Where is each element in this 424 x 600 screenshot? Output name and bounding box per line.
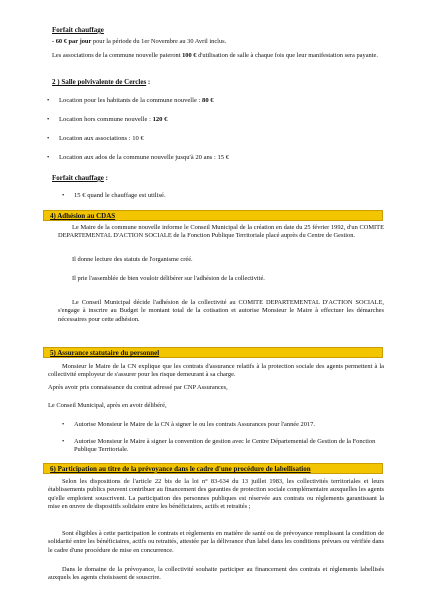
assurance-paragraph-2: Après avoir pris connaissance du contrat adressé par CNP Assurances, <box>48 384 228 391</box>
list-item <box>62 421 382 429</box>
forfait-chauffage-heading: Forfait chauffage <box>52 26 104 34</box>
section-6-title: 6) Participation au titre de la prévoyance dans le cadre d'une procédure de labellisation <box>50 465 311 473</box>
forfait-line <box>52 38 390 46</box>
prevoyance-paragraph-3: Dans le domaine de la prévoyance, la collectivité souhaite participer au financement des contrats et règlements labellisés auxquels les agents choisissent de souscrire. <box>48 566 384 582</box>
list-item <box>62 192 166 200</box>
section-5-title: 5) Assurance statutaire du personnel <box>50 349 160 357</box>
section-2-heading <box>52 78 150 86</box>
list-item-text: Location pour les habitants de la commune nouvelle : <box>59 97 203 104</box>
section-4-title: 4) Adhésion au CDAS <box>50 212 116 220</box>
list-item <box>47 97 214 105</box>
list-item-text: Location aux ados de la commune nouvelle jusqu'à 20 ans : 15 € <box>59 154 230 161</box>
assurance-paragraph-3: Le Conseil Municipal, après en avoir délibéré, <box>48 402 167 409</box>
list-item <box>62 438 382 454</box>
list-item-text: Location hors commune nouvelle : <box>59 116 153 123</box>
section-6-header-bar <box>43 463 383 474</box>
cdas-paragraph-3: Il prie l'assemblée de bien vouloir délibérer sur l'adhésion de la collectivité. <box>72 275 265 282</box>
associations-amount: 100 € <box>182 52 197 59</box>
forfait-chauffage-2-colon: : <box>103 174 108 182</box>
list-item-amount: 120 € <box>152 116 168 123</box>
bullet-icon: • <box>47 97 50 104</box>
cdas-paragraph-4: Le Conseil Municipal décide l'adhésion de la collectivité au COMITE DEPARTEMENTAL D'ACTION SOCIALE, s'engage à inscrire au Budget le montant total de la cotisation et autorise Monsieur le Maire à effectuer les démarches nécessaires pour cette adhésion. <box>58 299 384 323</box>
section-2-colon: : <box>146 78 151 86</box>
list-item-text: Autorise Monsieur le Maire à signer la convention de gestion avec le Centre Départemental de Gestion de la Fonction Publique Territoriale. <box>74 438 376 453</box>
assurance-paragraph-1: Monsieur le Maire de la CN explique que les contrats d'assurance relatifs à la protection sociale des agents permettent à la collectivité employeur de s'assurer pour les risque demeurant à sa charge. <box>48 363 384 379</box>
list-item-text: Autorise Monsieur le Maire de la CN à signer le ou les contrats Assurances pour l'année 2017. <box>74 421 315 428</box>
prevoyance-paragraph-1: Selon les dispositions de l'article 22 bis de la loi n° 83-634 du 13 juillet 1983, les collectivités territoriales et leurs établissements publics peuvent contribuer au financement des garanties de protection sociale complémentaire auxquelles les agents qu'elle emploient souscrivent. La participation des personnes publiques est réservée aux contrats ou règlements garantissant la mise en œuvre de dispositifs solidaire entre les bénéficiaires, actifs et retraités ; <box>48 478 384 510</box>
list-item-text: Location aux associations : 10 € <box>59 135 144 142</box>
cdas-paragraph-1: Le Maire de la commune nouvelle informe le Conseil Municipal de la création en date du 25 février 1992, d'un COMITE DEPARTEMENTAL D'ACTION SOCIALE de la Fonction Publique Territoriale placé auprès du Centre de Gestion. <box>58 224 384 240</box>
bullet-icon: • <box>47 135 50 142</box>
list-item-text: 15 € quand le chauffage est utilisé. <box>74 192 166 199</box>
forfait-chauffage-2-title: Forfait chauffage <box>52 174 104 182</box>
prevoyance-paragraph-2: Sont éligibles à cette participation le contrats et règlements en matière de santé ou de prévoyance remplissant la condition de solidarité entre les bénéficiaires, actifs ou retraités, attestée par la délivrance d'un label dans les conditions prévues ou vérifiée dans le cadre d'une procédure de mise en concurrence. <box>48 530 384 554</box>
bullet-icon: • <box>62 438 65 445</box>
cdas-paragraph-2: Il donne lecture des statuts de l'organisme créé. <box>72 256 193 263</box>
associations-text-a: Les associations de la commune nouvelle paieront <box>52 52 183 59</box>
section-4-header-bar <box>43 210 383 221</box>
bullet-icon: • <box>47 116 50 123</box>
associations-text-b: d'utilisation de salle à chaque fois que leur manifestation sera payante. <box>196 52 378 59</box>
forfait-price: - 60 € par jour <box>52 38 92 45</box>
bullet-icon: • <box>62 421 65 428</box>
list-item-amount: 80 € <box>202 97 214 104</box>
bullet-icon: • <box>62 192 65 199</box>
section-5-header-bar <box>43 347 383 358</box>
forfait-chauffage-2-heading <box>52 174 108 182</box>
section-2-title: 2 ) Salle polvivalente de Cercles <box>52 78 147 86</box>
list-item <box>47 116 167 124</box>
list-item <box>47 135 144 143</box>
forfait-period: pour la période du 1er Novembre au 30 Avril inclus. <box>91 38 227 45</box>
list-item <box>47 154 229 162</box>
bullet-icon: • <box>47 154 50 161</box>
associations-paragraph <box>52 52 390 60</box>
